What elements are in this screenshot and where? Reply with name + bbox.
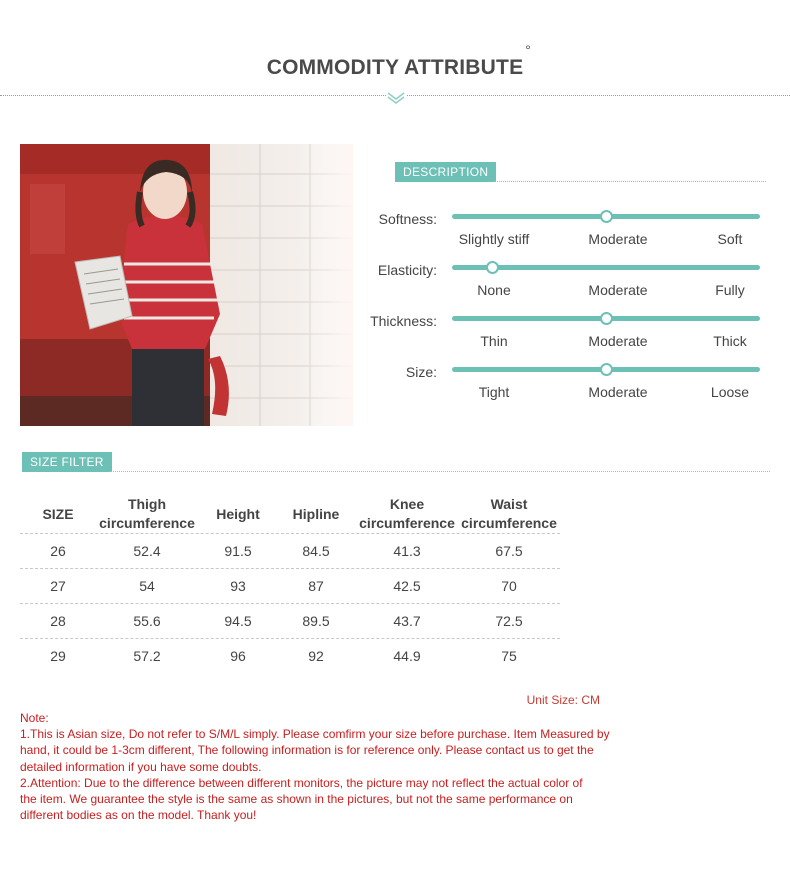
header-thigh xyxy=(92,495,202,533)
notes-line: different bodies as on the model. Thank you! xyxy=(20,808,257,823)
header-waist xyxy=(454,495,564,533)
header-hipline xyxy=(281,505,351,524)
notes-line: detailed information if you have some doubts. xyxy=(20,759,262,774)
notes-block xyxy=(20,710,610,823)
cell-size: 29 xyxy=(50,648,66,664)
notes-title: Note: xyxy=(20,711,49,725)
notes-line: 1.This is Asian size, Do not refer to S/M/L simply. Please comfirm your size before purchase. Item Measured by xyxy=(20,727,610,742)
cell-waist: 67.5 xyxy=(495,543,523,559)
cell-knee: 44.9 xyxy=(393,648,421,664)
size-option-high: Loose xyxy=(710,384,750,400)
cell-hipline: 92 xyxy=(308,648,324,664)
row-divider xyxy=(20,533,560,534)
cell-height: 91.5 xyxy=(224,543,252,559)
softness-scale xyxy=(452,214,760,219)
thickness-scale xyxy=(452,316,760,321)
row-divider xyxy=(20,603,560,604)
elasticity-option-mid: Moderate xyxy=(588,282,648,298)
row-divider xyxy=(20,568,560,569)
cell-height: 96 xyxy=(230,648,246,664)
header-height-text: Height xyxy=(216,506,260,522)
cell-waist: 75 xyxy=(501,648,517,664)
size-filter-tag: SIZE FILTER xyxy=(22,452,112,472)
degree-mark: ° xyxy=(525,42,532,58)
cell-waist: 72.5 xyxy=(495,613,523,629)
size-scale xyxy=(452,367,760,372)
thickness-option-low: Thin xyxy=(480,333,508,349)
cell-hipline: 84.5 xyxy=(302,543,330,559)
page-title xyxy=(0,42,790,80)
unit-size-label: Unit Size: CM xyxy=(526,693,600,707)
cell-thigh: 55.6 xyxy=(133,613,161,629)
thickness-option-mid: Moderate xyxy=(588,333,648,349)
softness-option-mid: Moderate xyxy=(588,231,648,247)
size-label: Size: xyxy=(405,364,437,380)
cell-height: 94.5 xyxy=(224,613,252,629)
header-waist-line2: circumference xyxy=(461,515,557,531)
header-knee-line2: circumference xyxy=(359,515,455,531)
notes-line: hand, it could be 1-3cm different, The following information is for reference only. Please contact us to get the xyxy=(20,743,594,758)
softness-option-high: Soft xyxy=(717,231,743,247)
cell-thigh: 54 xyxy=(139,578,155,594)
cell-hipline: 89.5 xyxy=(302,613,330,629)
thickness-label: Thickness: xyxy=(370,313,437,329)
chevron-down-icon xyxy=(386,90,406,104)
row-divider xyxy=(20,638,560,639)
cell-thigh: 57.2 xyxy=(133,648,161,664)
size-filter-divider xyxy=(109,471,770,472)
softness-option-low: Slightly stiff xyxy=(458,231,530,247)
cell-size: 28 xyxy=(50,613,66,629)
header-knee xyxy=(352,495,462,533)
notes-line: 2.Attention: Due to the difference between different monitors, the picture may not reflect the actual color of xyxy=(20,775,583,790)
header-thigh-line2: circumference xyxy=(99,515,195,531)
notes-line: the item. We guarantee the style is the same as shown in the pictures, but not the same performance on xyxy=(20,792,573,807)
cell-hipline: 87 xyxy=(308,578,324,594)
cell-knee: 42.5 xyxy=(393,578,421,594)
elasticity-option-high: Fully xyxy=(715,282,745,298)
size-option-mid: Moderate xyxy=(588,384,648,400)
header-hipline-text: Hipline xyxy=(292,506,340,522)
elasticity-option-low: None xyxy=(477,282,511,298)
elasticity-scale xyxy=(452,265,760,270)
softness-label: Softness: xyxy=(378,211,437,227)
description-tag: DESCRIPTION xyxy=(395,162,496,182)
header-size xyxy=(28,505,88,524)
cell-size: 26 xyxy=(50,543,66,559)
size-option-low: Tight xyxy=(478,384,510,400)
cell-waist: 70 xyxy=(501,578,517,594)
cell-height: 93 xyxy=(230,578,246,594)
cell-knee: 43.7 xyxy=(393,613,421,629)
size-marker xyxy=(600,363,613,376)
softness-marker xyxy=(600,210,613,223)
header-height xyxy=(203,505,273,524)
product-photo xyxy=(20,144,353,426)
thickness-option-high: Thick xyxy=(713,333,747,349)
cell-thigh: 52.4 xyxy=(133,543,161,559)
header-knee-line1: Knee xyxy=(389,496,425,512)
elasticity-label: Elasticity: xyxy=(377,262,437,278)
header-waist-line1: Waist xyxy=(490,496,528,512)
cell-knee: 41.3 xyxy=(393,543,421,559)
description-divider xyxy=(493,181,766,182)
cell-size: 27 xyxy=(50,578,66,594)
thickness-marker xyxy=(600,312,613,325)
elasticity-marker xyxy=(486,261,499,274)
header-thigh-line1: Thigh xyxy=(127,496,167,512)
title-text: COMMODITY ATTRIBUTE xyxy=(266,56,524,79)
header-size-text: SIZE xyxy=(42,506,74,522)
